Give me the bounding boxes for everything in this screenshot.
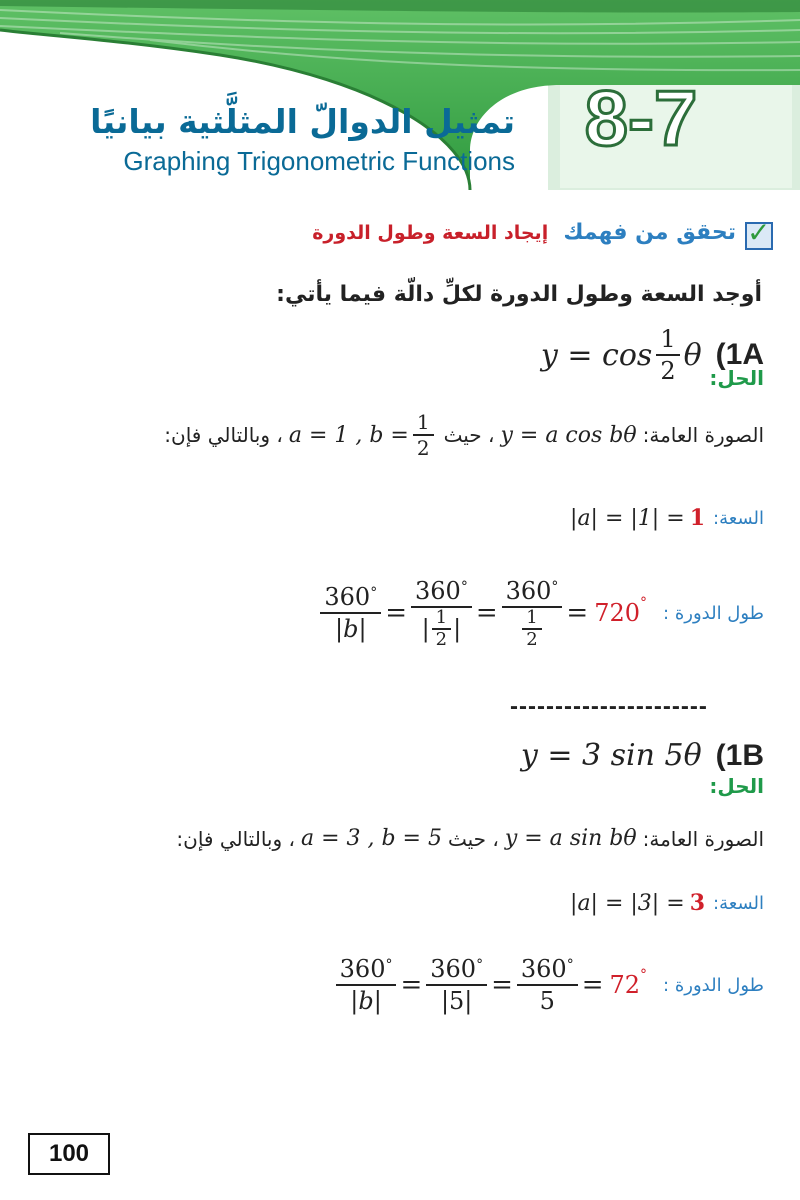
solution-label-1a: الحل: [709,366,764,390]
eq-1a-lhs: y = cos [540,337,653,373]
amplitude-line-1a: السعة: |a| = |1| = 1 [570,505,764,531]
problem-1b-heading [521,738,764,773]
check-label: تحقق من فهمك [563,220,736,245]
checkmark-icon: ✓ [745,222,773,250]
check-header [312,220,736,245]
instruction: أوجد السعة وطول الدورة لكلِّ دالّة فيما يأتي: [276,282,762,307]
problem-1a-number: (1A [715,338,764,371]
check-topic: إيجاد السعة وطول الدورة [312,222,549,244]
params-1a: a = 1 , b = $\frac{1}{2}$ [289,410,438,460]
eq-1a-frac: $\frac{1}{2}$ [656,324,679,386]
eq-1b: y = 3 sin 5θ [520,738,702,773]
amplitude-value-1b: 3 [689,890,706,916]
amplitude-line-1b: السعة: |a| = |3| = 3 [570,890,764,916]
problem-1b-number: (1B [715,738,764,772]
period-value-1a: 720° [594,595,648,627]
therefore-text: ، وبالتالي فإن: [164,423,283,447]
period-value-1b: 72° [609,967,648,999]
solution-label-1b: الحل: [709,774,764,798]
lesson-title-english: Graphing Trigonometric Functions [123,146,515,176]
amplitude-label: السعة: [713,507,764,529]
lesson-title-arabic: تمثيل الدوالّ المثلَّثية بيانيًا [90,102,515,141]
period-line-1a: $\frac{360^\circ}{|b|}$ = 360° | $\frac{1}{2}$ | = $\frac{360^\circ}{\frac{1}{2}}$ = 720° طول الدورة : [316,576,764,650]
separator: ---------------------- [510,693,708,720]
lesson-number: 8-7 [584,74,698,162]
eq-1a-var: θ [683,337,702,373]
params-1b: a = 3 , b = 5 [300,826,442,851]
general-form-line-1a [164,410,764,460]
general-form-line-1b: الصورة العامة: y = a sin bθ ، حيث a = 3 , b = 5 ، وبالتالي فإن: [176,826,764,851]
general-form-eq: y = a cos bθ [500,422,637,448]
amplitude-value: 1 [689,505,706,531]
page-number: 100 [28,1133,110,1175]
general-form-label: الصورة العامة: [642,423,764,447]
period-label: طول الدورة : [663,602,764,624]
period-line-1b: $\frac{360^\circ}{|b|}$ = $\frac{360^\circ}{|5|}$ = $\frac{360^\circ}{5}$ = 72° طول الدورة : [332,954,764,1016]
where-text: ، حيث [443,423,495,447]
